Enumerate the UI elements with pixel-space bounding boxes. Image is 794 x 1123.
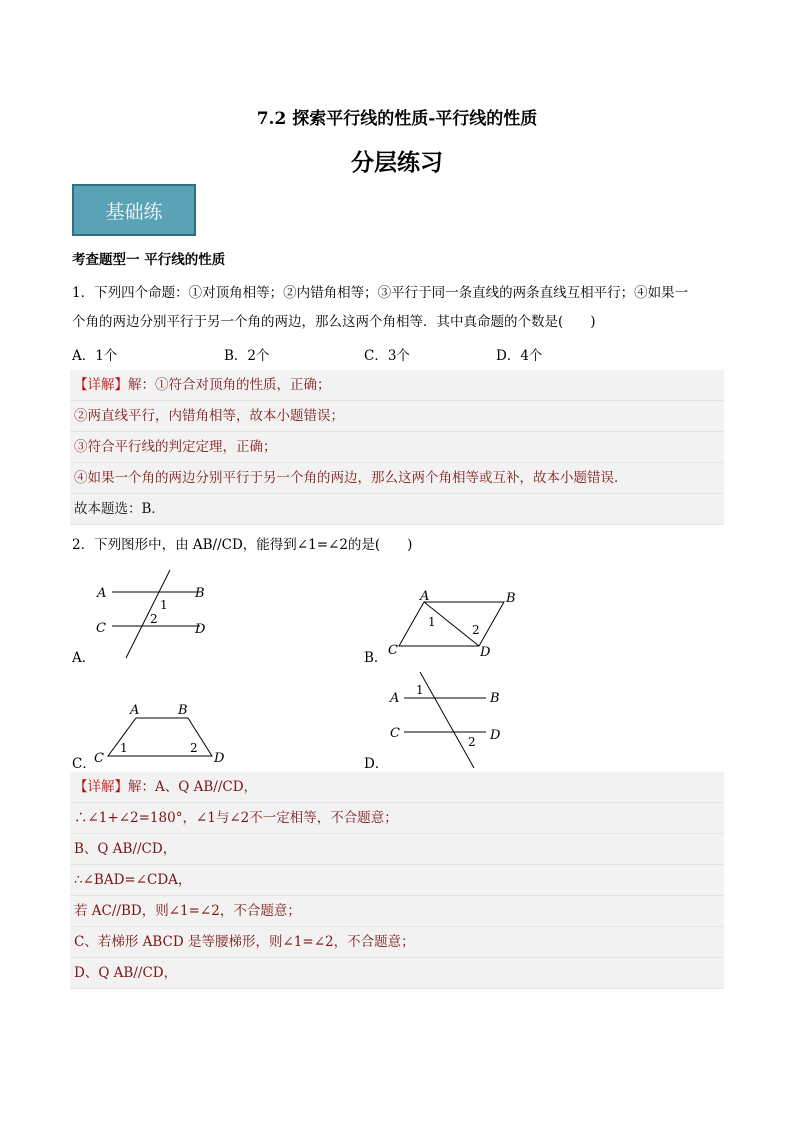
q2-answer-line-2: ∴∠1+∠2=180°，∠1与∠2不一定相等，不合题意； <box>70 803 724 834</box>
q2-answer-line-1 <box>70 772 724 803</box>
fig-d-label-a: A <box>390 691 400 706</box>
q2-answer-line-6: C、若梯形 ABCD 是等腰梯形，则∠1=∠2，不合题意； <box>70 927 724 958</box>
fig-b-label-b: B <box>506 591 516 606</box>
answer-tag: 【详解】 <box>74 779 128 795</box>
fig-b-angle-2: 2 <box>472 623 480 637</box>
fig-c-label-b: B <box>178 703 188 718</box>
answer-tag: 【详解】 <box>74 377 128 393</box>
q2-option-b-label: B． <box>364 650 388 666</box>
fig-b-angle-1: 1 <box>428 615 436 629</box>
q2-option-c-label: C． <box>72 756 96 772</box>
q1-answer-line-2: ②两直线平行，内错角相等，故本小题错误； <box>70 401 724 432</box>
fig-d-angle-2: 2 <box>468 735 476 749</box>
fig-a-angle-2: 2 <box>150 612 158 626</box>
fig-b-label-d: D <box>480 645 491 660</box>
fig-b-label-a: A <box>420 589 430 604</box>
q2-answer-line-4: ∴∠BAD=∠CDA， <box>70 865 724 896</box>
q2-answer-line-5: 若 AC//BD，则∠1=∠2，不合题意； <box>70 896 724 927</box>
fig-d-label-b: B <box>490 691 500 706</box>
section-heading: 考查题型一 平行线的性质 <box>72 252 226 268</box>
figure-c <box>90 700 230 766</box>
fig-b-label-c: C <box>388 643 398 658</box>
fig-c-label-a: A <box>130 703 140 718</box>
fig-c-label-c: C <box>94 751 104 766</box>
answer-text: 解：A、Q AB//CD， <box>128 779 258 795</box>
section-badge <box>72 184 196 236</box>
fig-d-label-c: C <box>390 726 400 741</box>
answer-text: 解：①符合对顶角的性质，正确； <box>128 377 331 393</box>
badge-label: 基础练 <box>105 200 163 223</box>
fig-a-label-a: A <box>97 586 107 601</box>
page-subtitle: 分层练习 <box>351 149 443 176</box>
fig-a-angle-1: 1 <box>160 598 168 612</box>
q1-answer-line-3: ③符合平行线的判定定理，正确； <box>70 432 724 463</box>
fig-c-angle-1: 1 <box>120 741 128 755</box>
figure-d <box>386 668 516 772</box>
fig-c-label-d: D <box>214 751 225 766</box>
q2-option-d-label: D． <box>364 756 389 772</box>
q2-option-a-label: A． <box>72 650 96 666</box>
q1-option-c: C．3个 <box>364 348 410 364</box>
fig-c-angle-2: 2 <box>190 741 198 755</box>
q1-stem-line1: 1．下列四个命题：①对顶角相等；②内错角相等；③平行于同一条直线的两条直线互相平行；④如果一 <box>72 285 689 301</box>
page-title: 7.2 探索平行线的性质-平行线的性质 <box>256 109 538 129</box>
q2-answer-line-7: D、Q AB//CD， <box>70 958 724 989</box>
q1-option-a: A．1个 <box>72 348 118 364</box>
figure-a <box>88 568 228 660</box>
q1-answer-line-4: ④如果一个角的两边分别平行于另一个角的两边，那么这两个角相等或互补，故本小题错误． <box>70 463 724 494</box>
q1-answer-box <box>70 370 724 525</box>
q2-answer-box <box>70 772 724 989</box>
figure-b <box>384 588 524 660</box>
q2-answer-line-3: B、Q AB//CD， <box>70 834 724 865</box>
q1-option-b: B．2个 <box>224 348 270 364</box>
fig-a-label-d: D <box>195 622 206 637</box>
q1-option-d: D．4个 <box>496 348 543 364</box>
fig-a-label-b: B <box>195 586 205 601</box>
q1-answer-line-1 <box>70 370 724 401</box>
fig-a-label-c: C <box>96 621 106 636</box>
q1-answer-line-5: 故本题选：B． <box>70 494 724 525</box>
fig-d-angle-1: 1 <box>416 683 424 697</box>
q2-stem: 2．下列图形中，由 AB//CD，能得到∠1=∠2的是( ) <box>72 537 413 553</box>
q1-stem-line2: 个角的两边分别平行于另一个角的两边，那么这两个角相等．其中真命题的个数是( ) <box>72 314 596 330</box>
fig-d-label-d: D <box>490 728 501 743</box>
